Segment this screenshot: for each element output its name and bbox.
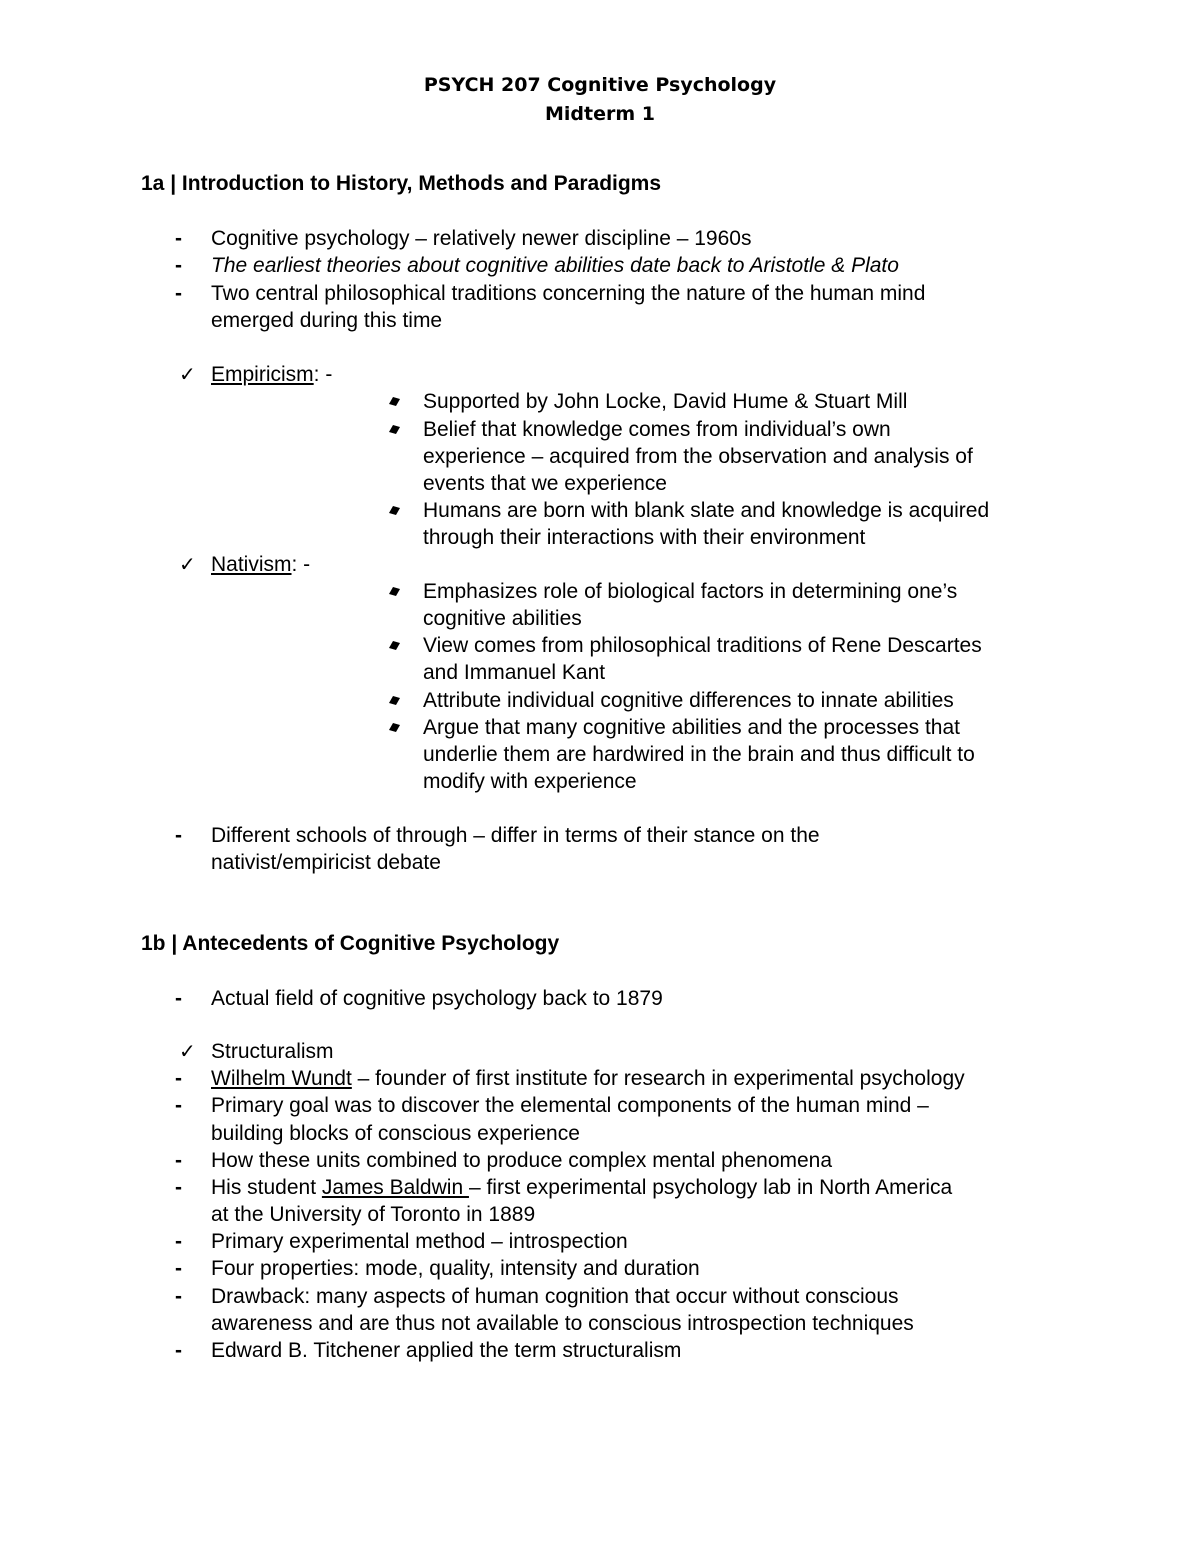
document-title: PSYCH 207 Cognitive Psychology	[423, 74, 777, 96]
list-item-continuation: nativist/empiricist debate	[211, 851, 441, 874]
dash-marker: -	[175, 1094, 182, 1117]
list-item: Drawback: many aspects of human cognition that occur without conscious	[211, 1285, 899, 1308]
bullet-icon	[387, 578, 414, 605]
list-item: Actual field of cognitive psychology back to 1879	[211, 987, 663, 1010]
dash-marker: -	[175, 1149, 182, 1172]
bullet-icon	[387, 687, 414, 714]
bullet-icon	[387, 416, 414, 443]
list-item-continuation: emerged during this time	[211, 309, 443, 332]
checkmark-icon: ✓	[179, 362, 196, 386]
nativism-label: Nativism: -	[211, 553, 311, 576]
list-item: The earliest theories about cognitive abilities date back to Aristotle & Plato	[211, 254, 899, 277]
wundt-name: Wilhelm Wundt	[211, 1067, 352, 1090]
list-item: Different schools of through – differ in terms of their stance on the	[211, 824, 820, 847]
empiricism-label: Empiricism: -	[211, 363, 333, 386]
dash-marker: -	[175, 1339, 182, 1362]
bullet-icon	[387, 388, 414, 415]
nativism-point: Emphasizes role of biological factors in determining one’s	[423, 580, 958, 603]
dash-marker: -	[175, 282, 182, 305]
list-item: Primary experimental method – introspection	[211, 1230, 628, 1253]
list-item-continuation: at the University of Toronto in 1889	[211, 1203, 536, 1226]
dash-marker: -	[175, 227, 182, 250]
empiricism-point: Supported by John Locke, David Hume & Stuart Mill	[423, 390, 908, 413]
bullet-icon	[387, 714, 414, 741]
empiricism-point-continuation: events that we experience	[423, 472, 667, 495]
list-item: His student James Baldwin – first experimental psychology lab in North America	[211, 1176, 953, 1199]
empiricism-point-continuation: through their interactions with their environment	[423, 526, 866, 549]
dash-marker: -	[175, 1230, 182, 1253]
nativism-point-continuation: cognitive abilities	[423, 607, 582, 630]
checkmark-icon: ✓	[179, 552, 196, 576]
checkmark-icon: ✓	[179, 1039, 196, 1063]
nativism-point-continuation: underlie them are hardwired in the brain and thus difficult to	[423, 743, 975, 766]
document-subtitle: Midterm 1	[545, 103, 655, 125]
dash-marker: -	[175, 1285, 182, 1308]
nativism-point-continuation: modify with experience	[423, 770, 637, 793]
bullet-icon	[387, 632, 414, 659]
empiricism-point: Belief that knowledge comes from individual’s own	[423, 418, 891, 441]
empiricism-point-continuation: experience – acquired from the observation and analysis of	[423, 445, 973, 468]
dash-marker: -	[175, 1067, 182, 1090]
section-1b-heading: 1b | Antecedents of Cognitive Psychology	[141, 932, 560, 955]
nativism-point: View comes from philosophical traditions of Rene Descartes	[423, 634, 982, 657]
bullet-icon	[387, 497, 414, 524]
list-item: Primary goal was to discover the elemental components of the human mind –	[211, 1094, 929, 1117]
nativism-point-continuation: and Immanuel Kant	[423, 661, 606, 684]
dash-marker: -	[175, 1257, 182, 1280]
dash-marker: -	[175, 987, 182, 1010]
list-item: How these units combined to produce complex mental phenomena	[211, 1149, 833, 1172]
baldwin-name: James Baldwin	[321, 1176, 469, 1199]
list-item-continuation: awareness and are thus not available to conscious introspection techniques	[211, 1312, 914, 1335]
nativism-point: Attribute individual cognitive differences to innate abilities	[423, 689, 954, 712]
dash-marker: -	[175, 1176, 182, 1199]
list-item: Cognitive psychology – relatively newer discipline – 1960s	[211, 227, 752, 250]
section-1a-heading: 1a | Introduction to History, Methods and Paradigms	[141, 172, 662, 195]
list-item: Two central philosophical traditions concerning the nature of the human mind	[211, 282, 926, 305]
structuralism-label: Structuralism	[211, 1040, 334, 1063]
list-item-continuation: building blocks of conscious experience	[211, 1122, 580, 1145]
list-item: Four properties: mode, quality, intensity and duration	[211, 1257, 700, 1280]
list-item: Wilhelm Wundt – founder of first institute for research in experimental psychology	[211, 1067, 965, 1090]
list-item: Edward B. Titchener applied the term structuralism	[211, 1339, 682, 1362]
dash-marker: -	[175, 254, 182, 277]
dash-marker: -	[175, 824, 182, 847]
empiricism-point: Humans are born with blank slate and knowledge is acquired	[423, 499, 990, 522]
nativism-point: Argue that many cognitive abilities and the processes that	[423, 716, 960, 739]
